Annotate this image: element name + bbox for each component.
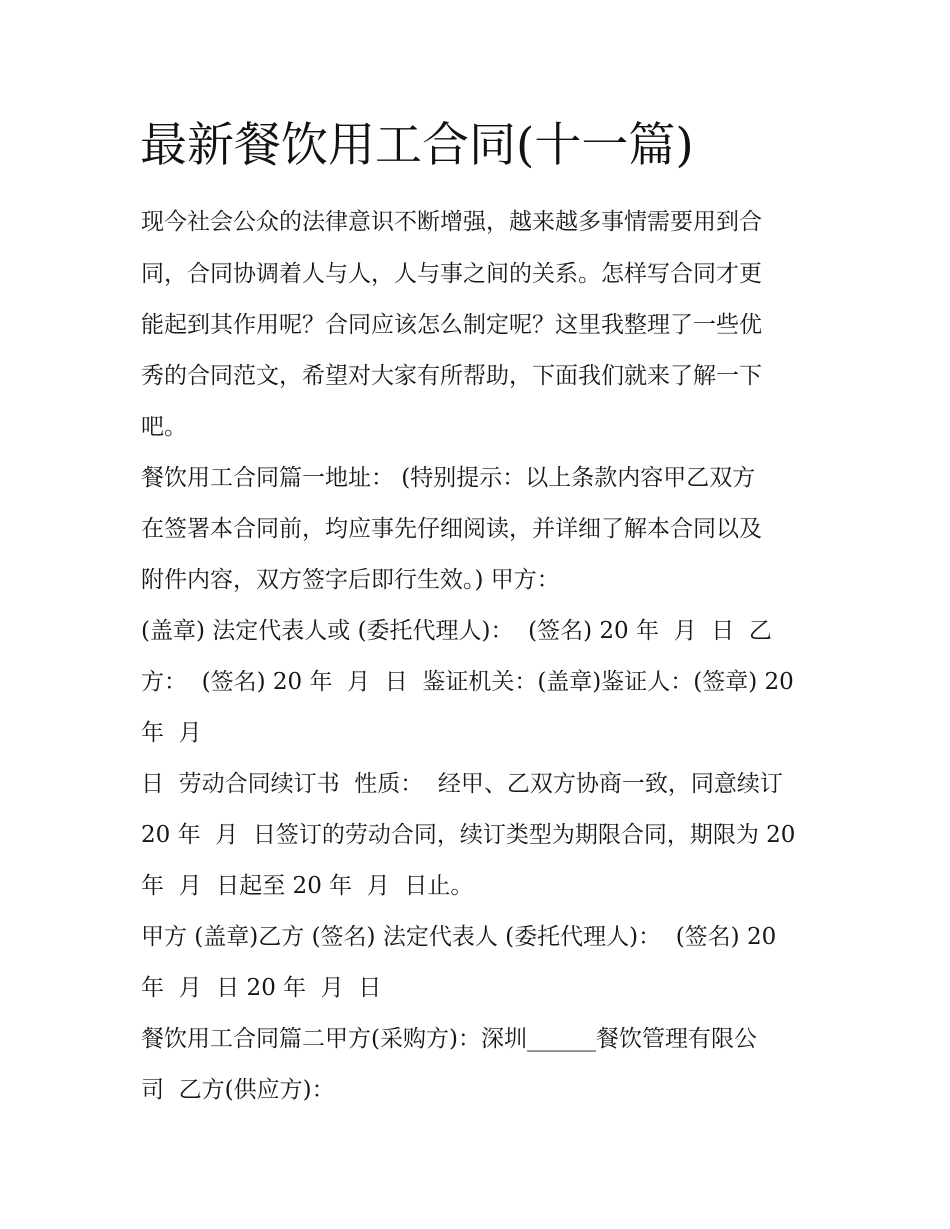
body-line: 日 劳动合同续订书 性质： 经甲、乙双方协商一致，同意续订 (141, 771, 783, 797)
body-line: 现今社会公众的法律意识不断增强，越来越多事情需要用到合 (141, 209, 762, 235)
document-title: 最新餐饮用工合同(十一篇) (140, 118, 694, 173)
body-line: 秀的合同范文，希望对大家有所帮助，下面我们就来了解一下 (141, 363, 762, 389)
body-line: 吧。 (141, 414, 187, 440)
body-line: 餐饮用工合同篇一地址： (特别提示：以上条款内容甲乙双方 (141, 465, 756, 491)
body-line: 方： (签名) 20 年 月 日 鉴证机关：(盖章)鉴证人：(签章) 20 (141, 669, 794, 695)
body-line: (盖章) 法定代表人或 (委托代理人)： (签名) 20 年 月 日 乙 (141, 618, 772, 644)
body-line: 年 月 (141, 720, 202, 746)
body-line: 甲方 (盖章)乙方 (签名) 法定代表人 (委托代理人)： (签名) 20 (141, 924, 777, 950)
body-line: 餐饮用工合同篇二甲方(采购方)：深圳______餐饮管理有限公 (141, 1026, 757, 1052)
body-line: 年 月 日起至 20 年 月 日止。 (141, 873, 474, 899)
body-line: 能起到其作用呢？合同应该怎么制定呢？这里我整理了一些优 (141, 312, 762, 338)
body-line: 司 乙方(供应方)： (141, 1077, 335, 1103)
body-line: 附件内容，双方签字后即行生效。) 甲方： (141, 567, 560, 593)
body-line: 在签署本合同前，均应事先仔细阅读，并详细了解本合同以及 (141, 516, 762, 542)
body-line: 同，合同协调着人与人，人与事之间的关系。怎样写合同才更 (141, 261, 762, 287)
body-line: 年 月 日 20 年 月 日 (141, 975, 382, 1001)
body-line: 20 年 月 日签订的劳动合同，续订类型为期限合同，期限为 20 (141, 822, 796, 848)
